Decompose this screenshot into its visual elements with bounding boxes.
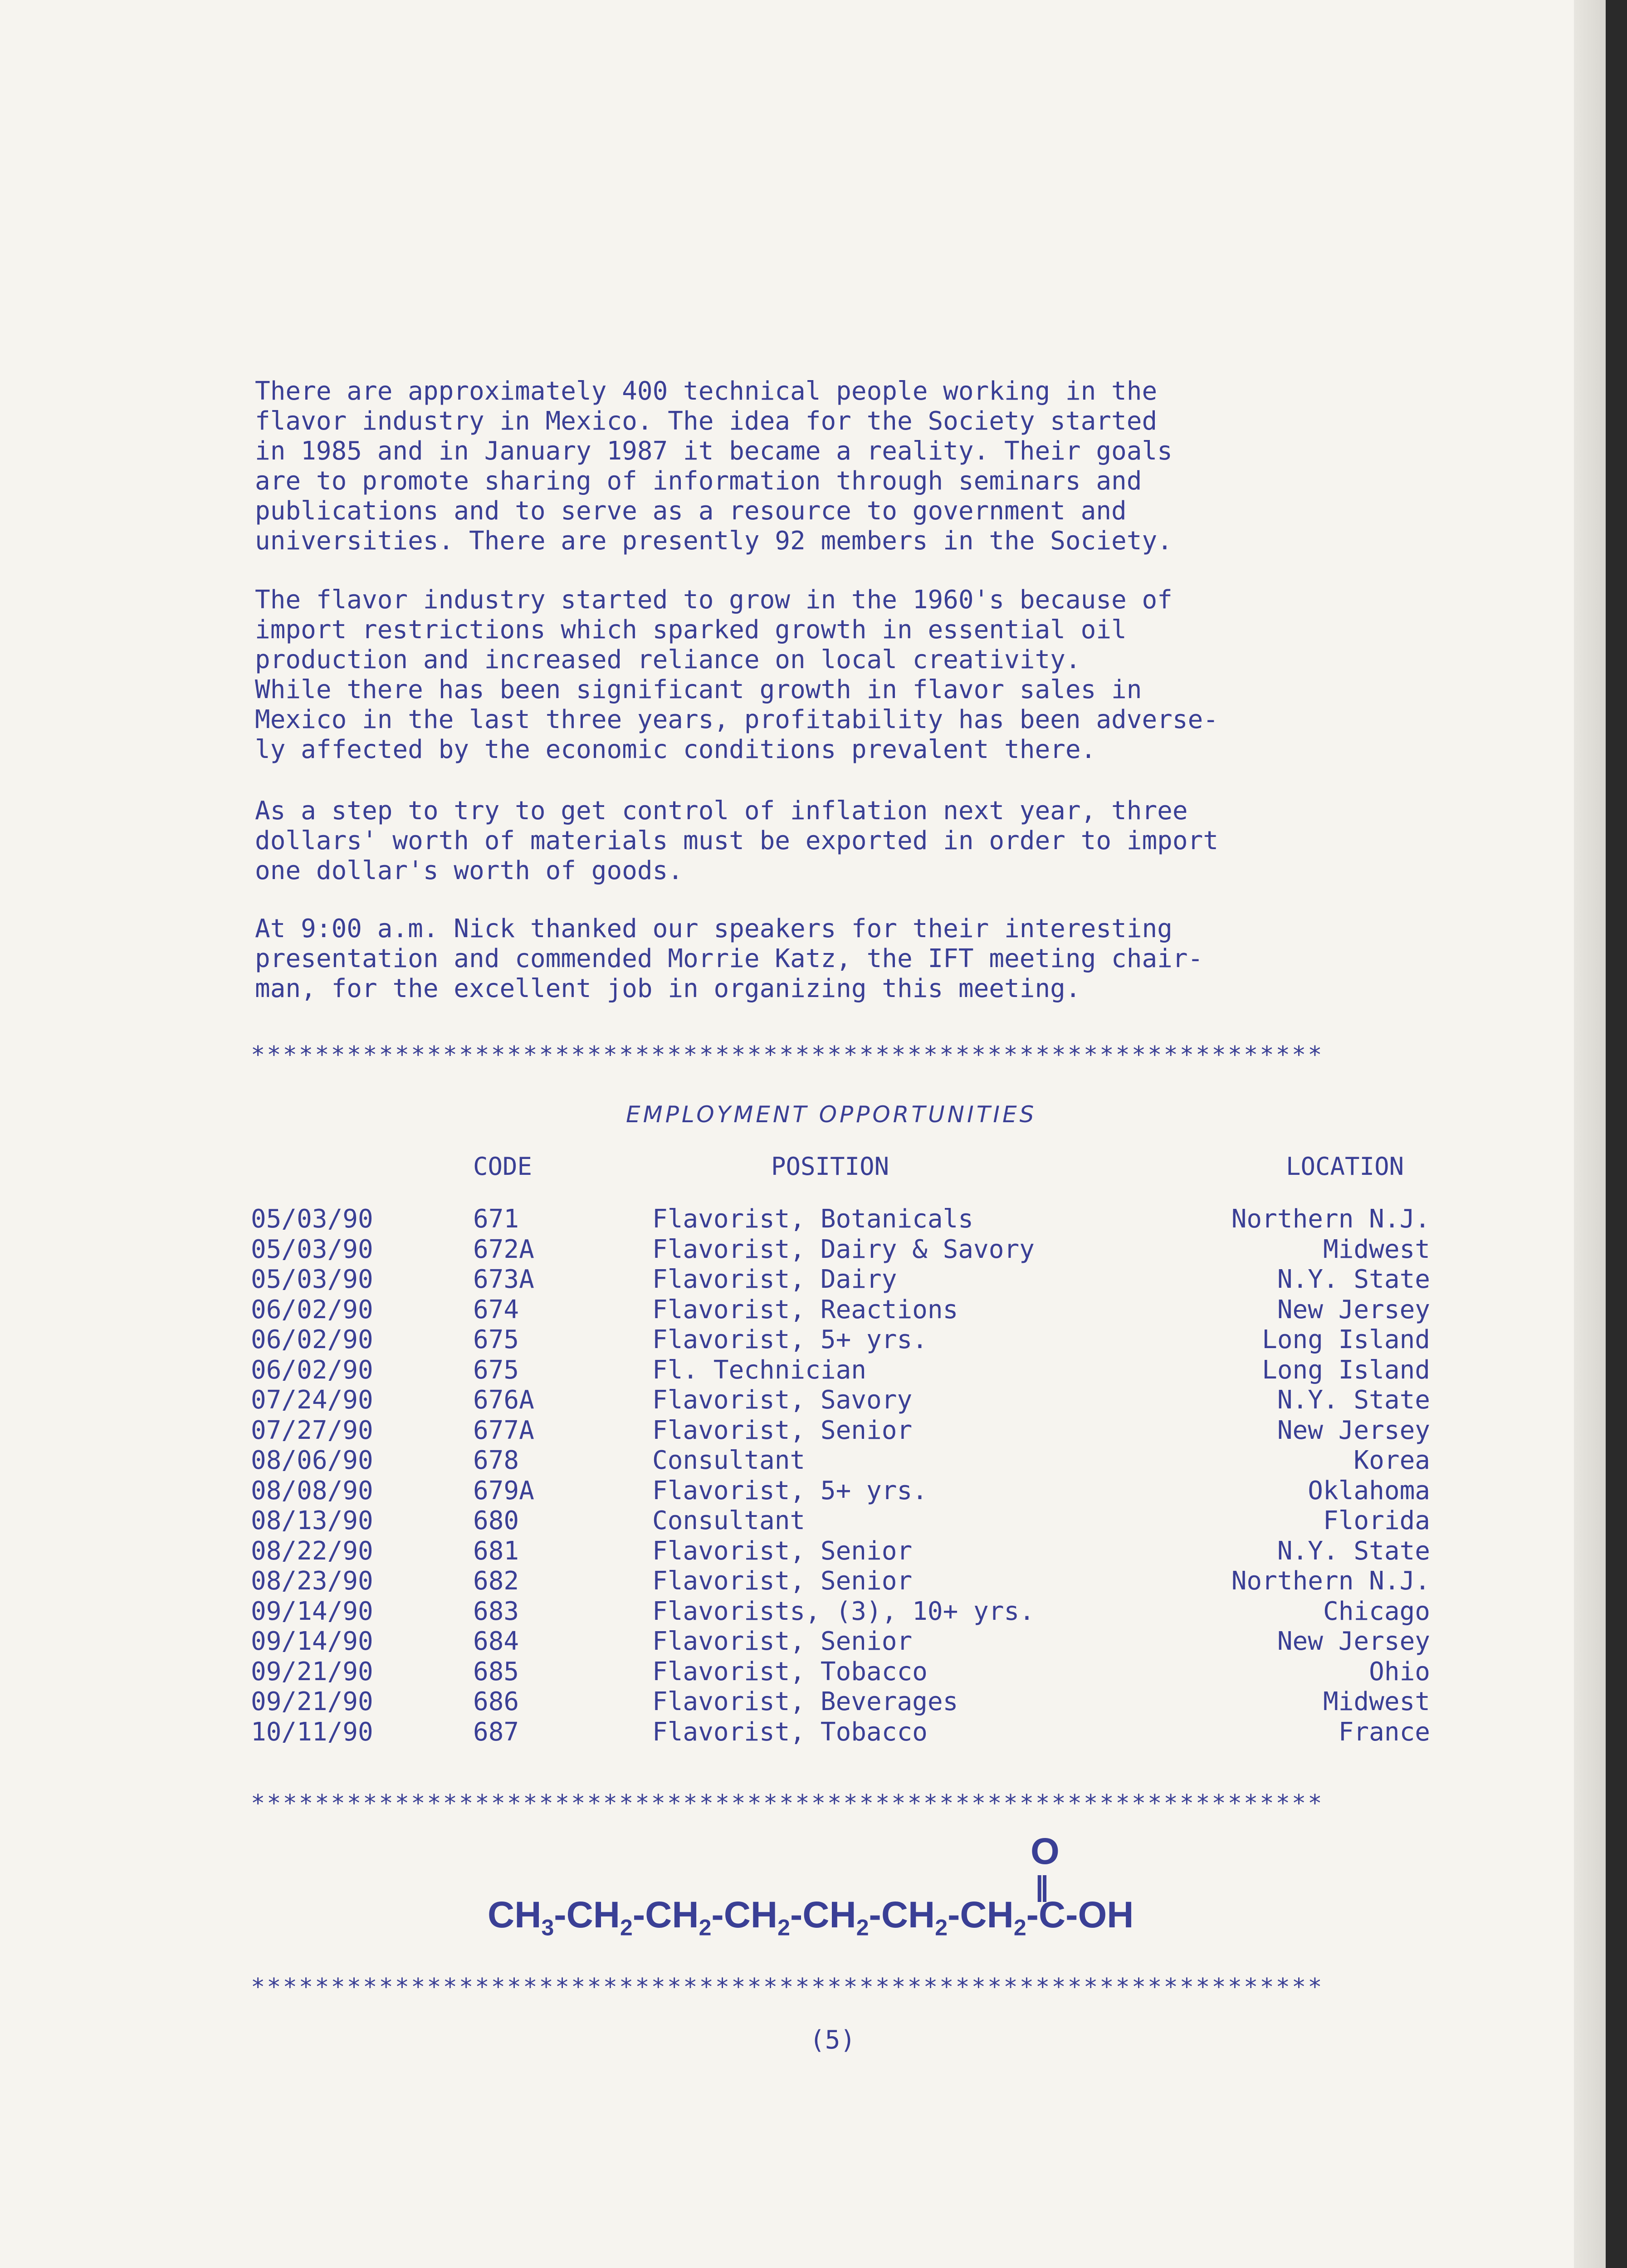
- table-row: [251, 1325, 1430, 1355]
- paragraph-closing: At 9:00 a.m. Nick thanked our speakers for their interesting presentation and commended Morrie Katz, the IFT meeting chair- man, for the excellent job in organizing this meeting.: [255, 914, 1203, 1003]
- row-location: France: [1338, 1717, 1430, 1747]
- row-code: 683: [473, 1596, 519, 1626]
- formula-unit: CH: [960, 1894, 1014, 1936]
- table-row: [251, 1416, 1430, 1446]
- formula-unit: CH: [488, 1894, 542, 1936]
- formula-dash: -: [632, 1894, 645, 1936]
- separator-rule: *******************************************************************: [251, 1792, 1324, 1815]
- row-date: 05/03/90: [251, 1234, 373, 1264]
- row-date: 10/11/90: [251, 1717, 373, 1747]
- formula-unit: CH: [802, 1894, 856, 1936]
- column-header-code: CODE: [473, 1152, 533, 1181]
- row-date: 09/21/90: [251, 1657, 373, 1686]
- formula-dash: -: [869, 1894, 881, 1936]
- formula-unit: CH: [566, 1894, 620, 1936]
- row-location: Oklahoma: [1308, 1476, 1430, 1505]
- formula-subscript: 2: [935, 1915, 948, 1941]
- row-position: Consultant: [652, 1446, 806, 1475]
- row-date: 08/23/90: [251, 1566, 373, 1596]
- table-row: [251, 1536, 1430, 1567]
- row-location: Northern N.J.: [1231, 1566, 1430, 1596]
- row-code: 673A: [473, 1265, 534, 1294]
- paragraph-inflation: As a step to try to get control of inflation next year, three dollars' worth of materials must be exported in order to import one dollar's worth of goods.: [255, 796, 1219, 885]
- formula-subscript: 2: [620, 1915, 633, 1941]
- row-code: 679A: [473, 1476, 534, 1505]
- column-header-location: LOCATION: [1286, 1152, 1404, 1181]
- section-heading: EMPLOYMENT OPPORTUNITIES: [626, 1101, 1037, 1128]
- row-location: Midwest: [1323, 1687, 1430, 1716]
- row-location: Ohio: [1369, 1657, 1430, 1686]
- row-date: 09/14/90: [251, 1627, 373, 1656]
- row-position: Flavorist, Reactions: [652, 1295, 958, 1325]
- table-row: [251, 1506, 1430, 1536]
- row-code: 677A: [473, 1415, 534, 1445]
- formula-dash: -: [948, 1894, 960, 1936]
- row-date: 08/08/90: [251, 1476, 373, 1505]
- row-code: 681: [473, 1536, 519, 1566]
- row-date: 08/13/90: [251, 1506, 373, 1535]
- separator-rule: *******************************************************************: [251, 1043, 1324, 1067]
- carbonyl-oxygen: O: [1031, 1831, 1060, 1872]
- formula-subscript: 3: [541, 1915, 554, 1941]
- formula-dash: -: [711, 1894, 724, 1936]
- row-location: New Jersey: [1277, 1295, 1430, 1325]
- row-code: 680: [473, 1506, 519, 1535]
- row-location: N.Y. State: [1277, 1265, 1430, 1294]
- row-date: 06/02/90: [251, 1355, 373, 1385]
- formula-unit: CH: [723, 1894, 778, 1936]
- row-code: 672A: [473, 1234, 534, 1264]
- row-position: Flavorist, Savory: [652, 1385, 913, 1415]
- paragraph-industry-growth: The flavor industry started to grow in the 1960's because of import restrictions which sparked growth in essential oil production and increased reliance on local creativity. While there has been significant growth in flavor sales in Mexico in the last three years, profitability has been adverse- ly affected by the economic conditions prevalent there.: [255, 585, 1219, 764]
- table-row: [251, 1446, 1430, 1476]
- table-row: [251, 1627, 1430, 1657]
- row-location: N.Y. State: [1277, 1385, 1430, 1415]
- formula-subscript: 2: [1013, 1915, 1026, 1941]
- row-code: 671: [473, 1204, 519, 1234]
- row-position: Flavorist, Tobacco: [652, 1657, 928, 1686]
- formula-subscript: 2: [777, 1915, 790, 1941]
- formula-subscript: 2: [699, 1915, 712, 1941]
- table-row: [251, 1295, 1430, 1325]
- row-position: Flavorists, (3), 10+ yrs.: [652, 1596, 1035, 1626]
- table-row: [251, 1597, 1430, 1627]
- row-code: 675: [473, 1355, 519, 1385]
- table-row: [251, 1265, 1430, 1295]
- row-code: 686: [473, 1687, 519, 1716]
- table-row: [251, 1476, 1430, 1506]
- row-date: 05/03/90: [251, 1204, 373, 1234]
- row-date: 07/27/90: [251, 1415, 373, 1445]
- row-location: Long Island: [1262, 1325, 1430, 1354]
- row-position: Flavorist, Dairy & Savory: [652, 1234, 1035, 1264]
- row-position: Flavorist, Senior: [652, 1566, 913, 1596]
- row-location: Midwest: [1323, 1234, 1430, 1264]
- row-code: 687: [473, 1717, 519, 1747]
- row-code: 678: [473, 1446, 519, 1475]
- row-position: Fl. Technician: [652, 1355, 867, 1385]
- row-location: Long Island: [1262, 1355, 1430, 1385]
- row-position: Flavorist, 5+ yrs.: [652, 1325, 928, 1354]
- row-location: New Jersey: [1277, 1415, 1430, 1445]
- row-code: 676A: [473, 1385, 534, 1415]
- row-code: 685: [473, 1657, 519, 1686]
- row-code: 684: [473, 1627, 519, 1656]
- table-row: [251, 1717, 1430, 1748]
- row-position: Flavorist, Senior: [652, 1627, 913, 1656]
- table-row: [251, 1687, 1430, 1717]
- row-location: N.Y. State: [1277, 1536, 1430, 1566]
- table-row: [251, 1385, 1430, 1416]
- row-date: 06/02/90: [251, 1325, 373, 1354]
- row-location: Korea: [1353, 1446, 1430, 1475]
- page-number: (5): [810, 2025, 856, 2055]
- row-code: 674: [473, 1295, 519, 1325]
- formula-carbonyl-carbon: -C-OH: [1026, 1894, 1134, 1936]
- row-date: 08/22/90: [251, 1536, 373, 1566]
- double-bond: ||: [1036, 1871, 1046, 1902]
- table-row: [251, 1355, 1430, 1386]
- row-date: 09/21/90: [251, 1687, 373, 1716]
- separator-rule: *******************************************************************: [251, 1975, 1324, 1999]
- row-position: Flavorist, 5+ yrs.: [652, 1476, 928, 1505]
- column-header-position: POSITION: [771, 1152, 889, 1181]
- employment-table: [251, 1204, 1430, 1747]
- row-position: Flavorist, Dairy: [652, 1265, 897, 1294]
- formula-dash: -: [790, 1894, 803, 1936]
- row-position: Consultant: [652, 1506, 806, 1535]
- row-location: Florida: [1323, 1506, 1430, 1535]
- formula-unit: CH: [881, 1894, 935, 1936]
- row-date: 09/14/90: [251, 1596, 373, 1626]
- formula-unit: CH: [645, 1894, 699, 1936]
- row-position: Flavorist, Beverages: [652, 1687, 958, 1716]
- table-row: [251, 1204, 1430, 1235]
- formula-subscript: 2: [856, 1915, 869, 1941]
- chemical-formula: [488, 1894, 1134, 1941]
- table-row: [251, 1566, 1430, 1597]
- paragraph-society: There are approximately 400 technical people working in the flavor industry in Mexico. The idea for the Society started in 1985 and in January 1987 it became a reality. Their goals are to promote sharing of information through seminars and publications and to serve as a resource to government and universities. There are presently 92 members in the Society.: [255, 376, 1173, 556]
- table-row: [251, 1235, 1430, 1265]
- row-position: Flavorist, Tobacco: [652, 1717, 928, 1747]
- row-position: Flavorist, Senior: [652, 1536, 913, 1566]
- formula-dash: -: [554, 1894, 567, 1936]
- row-date: 08/06/90: [251, 1446, 373, 1475]
- row-date: 06/02/90: [251, 1295, 373, 1325]
- table-row: [251, 1657, 1430, 1687]
- row-date: 05/03/90: [251, 1265, 373, 1294]
- row-location: Northern N.J.: [1231, 1204, 1430, 1234]
- row-code: 682: [473, 1566, 519, 1596]
- row-location: New Jersey: [1277, 1627, 1430, 1656]
- page-edge: [1574, 0, 1606, 2268]
- row-position: Flavorist, Senior: [652, 1415, 913, 1445]
- row-code: 675: [473, 1325, 519, 1354]
- row-location: Chicago: [1323, 1596, 1430, 1626]
- row-position: Flavorist, Botanicals: [652, 1204, 974, 1234]
- row-date: 07/24/90: [251, 1385, 373, 1415]
